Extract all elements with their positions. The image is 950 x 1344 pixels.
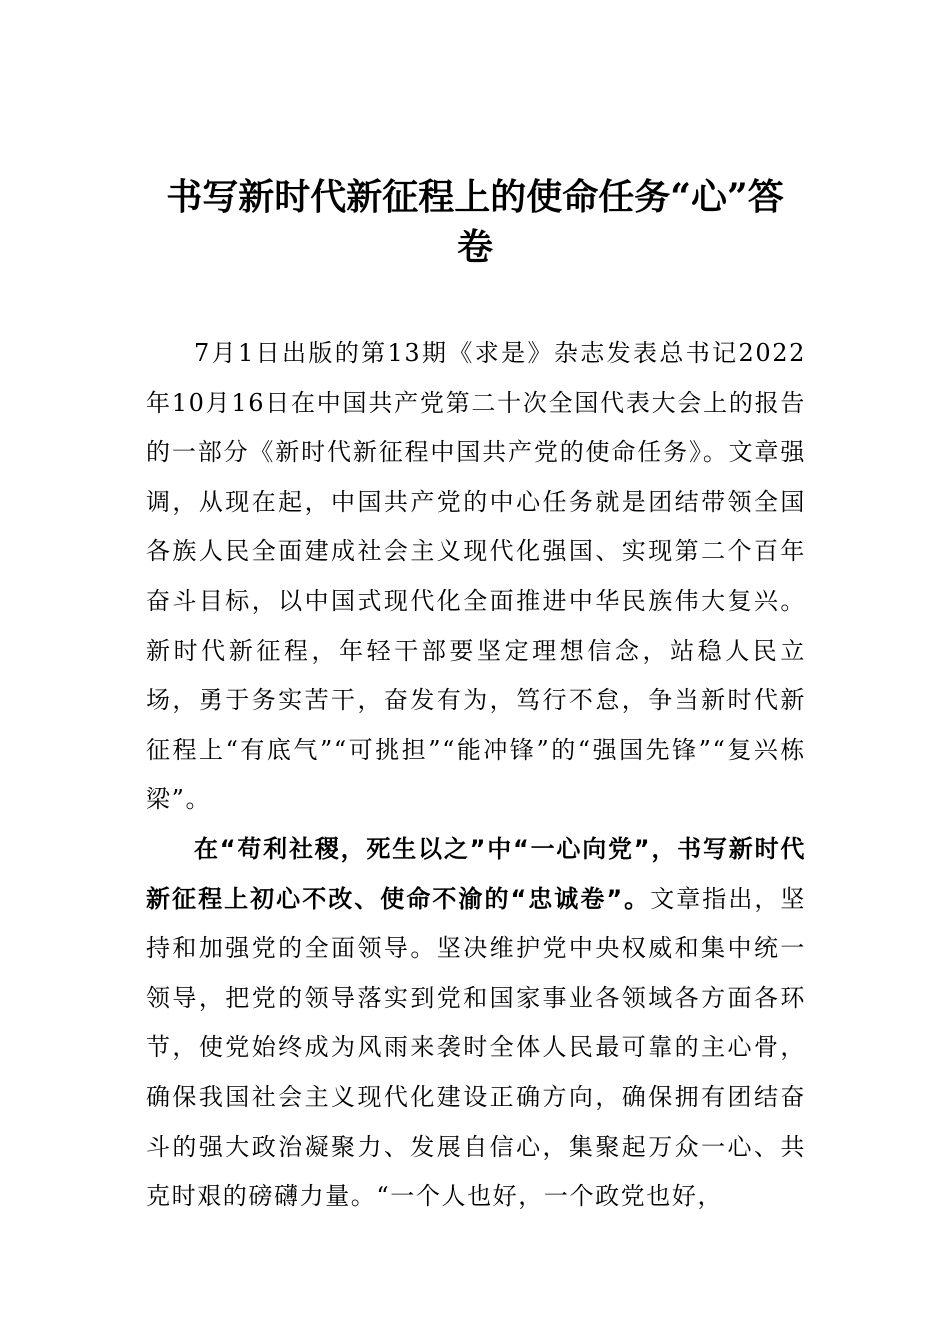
paragraph-2 (146, 825, 806, 1222)
title-line-2: 卷 (456, 226, 493, 268)
paragraph-2-lead: 在“苟利社稷，死生以之”中“一心向党”，书写新时代新征程上初心不改、使命不渝的“忠诚卷”。 (146, 834, 806, 913)
paragraph-1 (146, 329, 806, 825)
title-line-1: 书写新时代新征程上的使命任务“心”答 (166, 176, 784, 218)
paragraph-2-text: 文章指出，坚持和加强党的全面领导。坚决维护党中央权威和集中统一领导，把党的领导落实到党和国家事业各领域各方面各环节，使党始终成为风雨来袭时全体人民最可靠的主心骨，确保我国社会主义现代化建设正确方向，确保拥有团结奋斗的强大政治凝聚力、发展自信心，集聚起万众一心、共克时艰的磅礴力量。“一个人也好，一个政党也好， (146, 884, 807, 1211)
paragraph-1-text: 7月1日出版的第13期《求是》杂志发表总书记2022年10月16日在中国共产党第二十次全国代表大会上的报告的一部分《新时代新征程中国共产党的使命任务》。文章强调，从现在起，中国共产党的中心任务就是团结带领全国各族人民全面建成社会主义现代化强国、实现第二个百年奋斗目标，以中国式现代化全面推进中华民族伟大复兴。新时代新征程，年轻干部要坚定理想信念，站稳人民立场，勇于务实苦干，奋发有为，笃行不怠，争当新时代新征程上“有底气”“可挑担”“能冲锋”的“强国先锋”“复兴栋梁”。 (146, 339, 806, 814)
document-body (146, 329, 806, 1222)
document-title (140, 172, 810, 272)
